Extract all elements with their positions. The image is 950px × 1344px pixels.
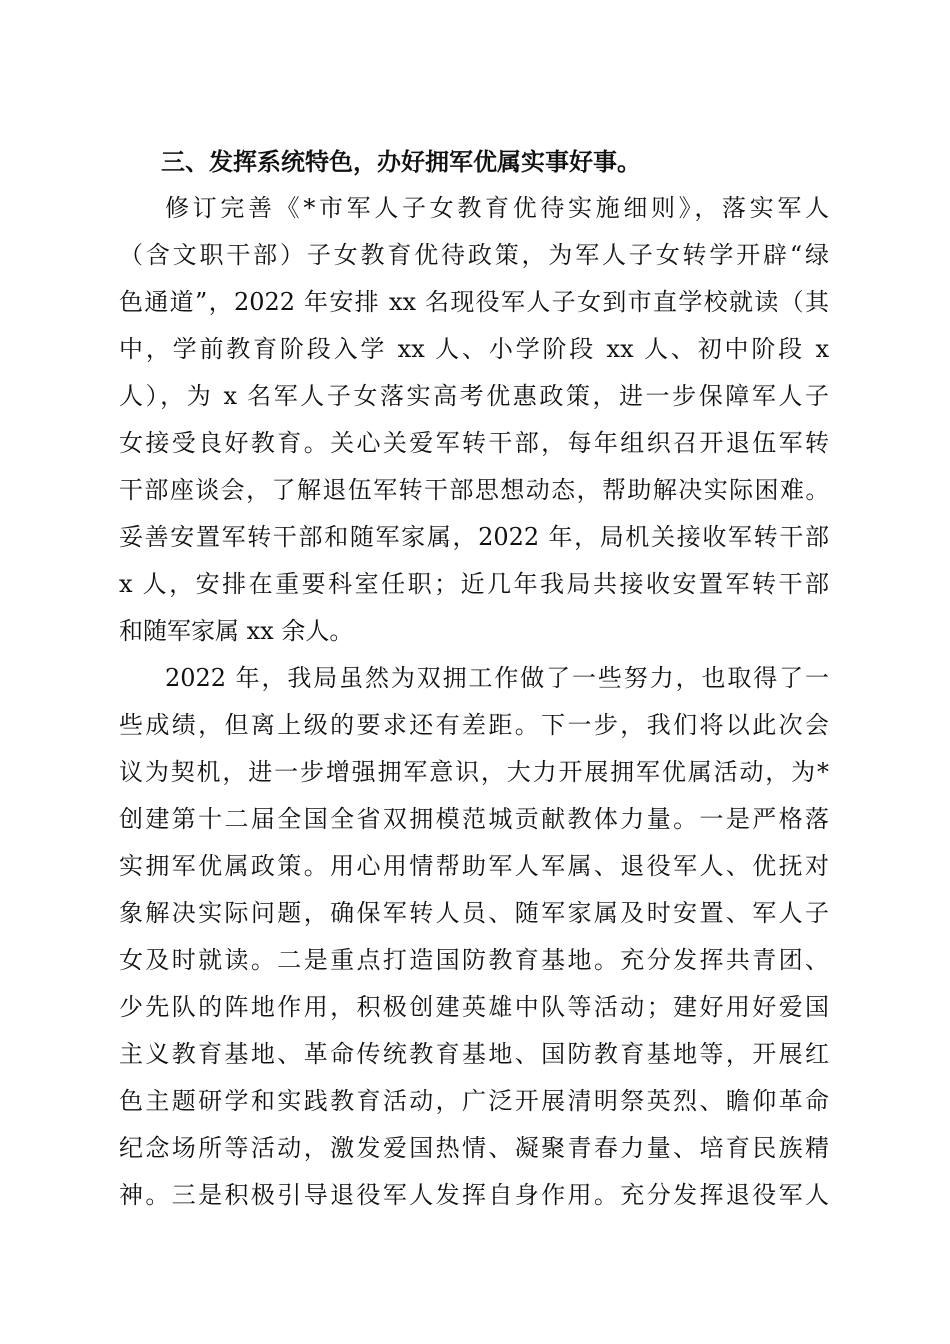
paragraph-line: 女及时就读。二是重点打造国防教育基地。充分发挥共青团、 xyxy=(119,946,829,974)
paragraph-line: 创建第十二届全国全省双拥模范城贡献教体力量。一是严格落 xyxy=(119,805,829,833)
paragraph-line: 些成绩，但离上级的要求还有差距。下一步，我们将以此次会 xyxy=(119,711,829,739)
paragraph-line: 2022 年，我局虽然为双拥工作做了一些努力，也取得了一 xyxy=(165,664,829,692)
paragraph-line: 实拥军优属政策。用心用情帮助军人军属、退役军人、优抚对 xyxy=(119,852,829,880)
paragraph-line: 干部座谈会，了解退伍军转干部思想动态，帮助解决实际困难。 xyxy=(119,476,829,504)
paragraph-line: 纪念场所等活动，激发爱国热情、凝聚青春力量、培育民族精 xyxy=(119,1134,829,1162)
paragraph-line: x 人，安排在重要科室任职；近几年我局共接收安置军转干部 xyxy=(119,570,829,598)
paragraph-military-family-support xyxy=(119,185,829,655)
paragraph-line: 修订完善《*市军人子女教育优待实施细则》，落实军人 xyxy=(165,194,829,222)
paragraph-line: 妥善安置军转干部和随军家属，2022 年，局机关接收军转干部 xyxy=(119,523,829,551)
paragraph-line: 和随军家属 xx 余人。 xyxy=(119,617,354,645)
paragraph-line: 色主题研学和实践教育活动，广泛开展清明祭英烈、瞻仰革命 xyxy=(119,1087,829,1115)
paragraph-line: 少先队的阵地作用，积极创建英雄中队等活动；建好用好爱国 xyxy=(119,993,829,1021)
paragraph-line: 神。三是积极引导退役军人发挥自身作用。充分发挥退役军人 xyxy=(119,1181,829,1209)
paragraph-line: 色通道”，2022 年安排 xx 名现役军人子女到市直学校就读（其 xyxy=(119,288,829,316)
section-heading: 三、发挥系统特色，办好拥军优属实事好事。 xyxy=(161,148,641,176)
paragraph-line: 主义教育基地、革命传统教育基地、国防教育基地等，开展红 xyxy=(119,1040,829,1068)
document-body xyxy=(119,139,829,1219)
paragraph-line: 中，学前教育阶段入学 xx 人、小学阶段 xx 人、初中阶段 x xyxy=(119,335,829,363)
paragraph-next-steps xyxy=(119,655,829,1219)
paragraph-line: 女接受良好教育。关心关爱军转干部，每年组织召开退伍军转 xyxy=(119,429,829,457)
paragraph-line: 人），为 x 名军人子女落实高考优惠政策，进一步保障军人子 xyxy=(119,382,829,410)
paragraph-line: 议为契机，进一步增强拥军意识，大力开展拥军优属活动，为* xyxy=(119,758,829,786)
paragraph-line: （含文职干部）子女教育优待政策，为军人子女转学开辟“绿 xyxy=(119,241,829,269)
paragraph-line: 象解决实际问题，确保军转人员、随军家属及时安置、军人子 xyxy=(119,899,829,927)
